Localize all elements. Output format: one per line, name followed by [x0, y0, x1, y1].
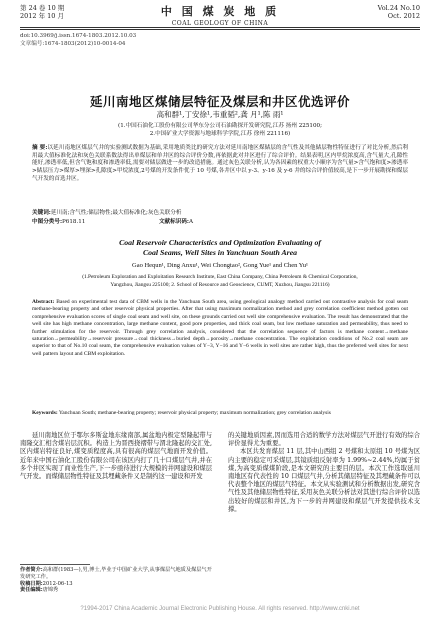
editor-value: 唐锦秀 — [42, 587, 59, 594]
issue-info-en — [378, 4, 420, 20]
footnote — [20, 567, 212, 594]
doi: doi:10.3969/j.issn.1674-1803.2012.10.03 — [20, 33, 137, 39]
date-en: Oct. 2012 — [387, 12, 420, 20]
keywords-cn — [32, 208, 408, 216]
article-number: 文章编号:1674-1803(2012)10-0014-04 — [20, 41, 126, 47]
keywords-text-en: Yanchuan South; methane-bearing property; reservoir physical property; maximum normalization; grey correlation analysis — [58, 410, 331, 416]
keywords-en — [32, 410, 408, 417]
doc-code: A — [189, 219, 194, 225]
article-title-en — [0, 238, 440, 258]
article-title-cn: 延川南地区煤储层特征及煤层和井区优选评价 — [89, 94, 350, 109]
affiliations-en — [0, 274, 440, 289]
header-rule — [20, 27, 420, 28]
keywords-text-cn: 延川南;含气性;储层物性;最大值标准化;灰色关联分析 — [50, 210, 182, 216]
abstract-label-cn: 摘 要: — [32, 145, 48, 151]
body-paragraph: 本区共发育煤层 11 层,其中山西组 2 号煤和太原组 10 号煤为区内主要的稳定可采煤层,其镜质组反射率为 1.99%~2.44%,均属于贫煤,为高变质煤煤阶段,是本文研究的主要目的层。本次工作选取延川南地区有代表性的 10 口煤层气井,分析其储层特征及其埋藏条件可以代表整个地区的煤层气特征。本文从实验测试和分析数据出发,研究含气性及其他储层物性特征,采用灰色关联分析法对其进行综合评价以选出较好的煤层和井区,为下一步的井网建设和煤层气开发提供技术支撑。 — [228, 448, 420, 513]
header-rule-thin — [20, 29, 420, 30]
author-bio-text: 高和群(1983—),男,博士,毕业于中国矿业大学,从事煤层气地质及煤层气开发研究工作。 — [20, 567, 212, 580]
abstract-text-en: Based on experimental test data of CBM wells in the Yanchuan South area, using geological analogy method carried out contrastive analysis for coal seam methane-bearing property and other reservoir physical properties. After that using maximum normalization method and grey correlation coefficient method gotten out comprehensive evaluation scores of single coal seam and well site, on these grounds carried out well site comprehensive evaluation. The result has demonstrated that the well site has high methane concentration, large methane content, good pore properties, and thick coal seam, but low methane saturation and permeability, thus need to further stimulation for the reservoir. Through grey correlation analysis, considered that the correlation sequence of factors is methane content→methane saturation→permeability→reservoir pressure→coal thickness→buried depth→porosity→methane concentration. The exploitation conditions of No.2 coal seam are superior to that of No.10 coal seam, the comprehensive evaluation values of Y−3, Y−16 and Y−6 wells in well sites are rather high, thus the preferred well sites for next well pattern layout and CBM exploitation. — [32, 299, 408, 357]
author-bio-label: 作者简介: — [20, 567, 43, 573]
affiliation-en-2: Yangzhou, Jiangsu 225100; 2. School of Resource and Geoscience, CUMT, Xuzhou, Jiangsu 221116) — [110, 281, 330, 288]
body-column-left — [20, 432, 212, 481]
affiliation-cn-2: 2.中国矿业大学资源与地球科学学院,江苏 徐州 221116) — [149, 131, 291, 137]
journal-title-cn: 中 国 煤 炭 地 质 — [160, 5, 280, 18]
title-en-line-1: Coal Reservoir Characteristics and Optimization Evaluating of — [119, 238, 321, 247]
abstract-cn — [32, 145, 408, 184]
keywords-label-en: Keywords: — [32, 410, 58, 416]
classification-line — [32, 217, 408, 225]
affiliation-en-1: (1.Petroleum Exploration and Exploitation Research Institute, East China Company, China Petroleum & Chemical Corporation, — [82, 274, 358, 280]
date-cn: 2012 年 10 月 — [20, 12, 65, 20]
doc-code-label: 文献标识码: — [158, 219, 189, 225]
editor-label: 责任编辑: — [20, 587, 43, 594]
authors-en: Gao Hequn¹, Ding Anxu¹, Wei Chongtao², Gong Yue¹ and Chen Yu¹ — [132, 262, 308, 269]
affiliations-cn — [0, 122, 440, 138]
affiliation-cn-1: (1.中国石油化工股份有限公司华东分公司石油勘探开发研究院,江苏 扬州 225100; — [118, 123, 322, 129]
journal-title-en: COAL GEOLOGY OF CHINA — [171, 20, 269, 27]
clc-label: 中图分类号: — [32, 219, 63, 225]
received-label: 收稿日期: — [20, 580, 43, 587]
author-bio — [20, 567, 212, 581]
body-column-right — [228, 432, 420, 514]
body-paragraph: 延川南地区位于鄂尔多斯盆地东缘南部,属盆地内极定型隆起带与南隆交汇相含煤岩层沉积。构造上为晋西挠褶带与渭北隆起的交汇处,区内煤岩特征良好,煤变质程度高,具有很高的煤层气地面开发价值。近年来中国石油化工股份有限公司在该区内打了几十口煤层气井,并在多个井区实现了商业性生产,下一步亟待进行大规模的井网建设和煤层气开发。而煤储层物性特征及其埋藏条件又是制约这一建设和开发 — [20, 432, 212, 481]
copyright-footer: ?1994-2017 China Academic Journal Electronic Publishing House. All rights reserved. http://www.cnki.net — [80, 606, 360, 612]
responsible-editor — [20, 587, 212, 594]
abstract-text-cn: 以延川南地区煤层气井的实验测试数据为基础,采用地质类比的研究方法对延川南地区煤储层的含气性及其他储层物性特征进行了对比分析,然后利用最大值标准化法和灰色关联系数法得出单煤层和单井区的综合评价分数,再依据此对井区进行了综合评价。结果表明,区内甲烷浓度高,含气量大,孔隙性能好,渗透率低,但含气饱和度和渗透率低,需要对储层做进一步的改造措施。通过灰色关联分析,认为各因素的权重大小顺序为含气量>含气饱和度>渗透率>储层压力>煤厚>埋深>孔隙度>甲烷浓度,2号煤的开发条件优于 10 号煤,各井区中以 y-3、y-16 及 y-6 井的综合评价值较高,是下一步开展勘探和煤层气开发的首选井区。 — [32, 145, 409, 182]
abstract-label-en: Abstract: — [32, 299, 55, 305]
abstract-en — [32, 299, 408, 358]
clc-code: P618.11 — [62, 219, 86, 225]
footnote-rule — [20, 564, 90, 565]
received-value: 2012-06-13 — [42, 580, 73, 587]
keywords-label-cn: 关键词: — [32, 210, 51, 216]
body-paragraph: 的关键地质因素,因而选用合适的数学方法对煤层气开进行有效的综合评价显得尤为重要。 — [228, 432, 420, 448]
authors-cn: 高和群¹,丁安徐¹,韦重韬²,龚 月¹,陈 雨¹ — [156, 110, 284, 119]
journal-title — [0, 3, 440, 27]
volume-issue-cn: 第 24 卷 10 期 — [20, 4, 65, 12]
volume-issue-en: Vol.24 No.10 — [377, 4, 420, 12]
title-en-line-2: Coal Seams, Well Sites in Yanchuan South Area — [142, 248, 298, 257]
